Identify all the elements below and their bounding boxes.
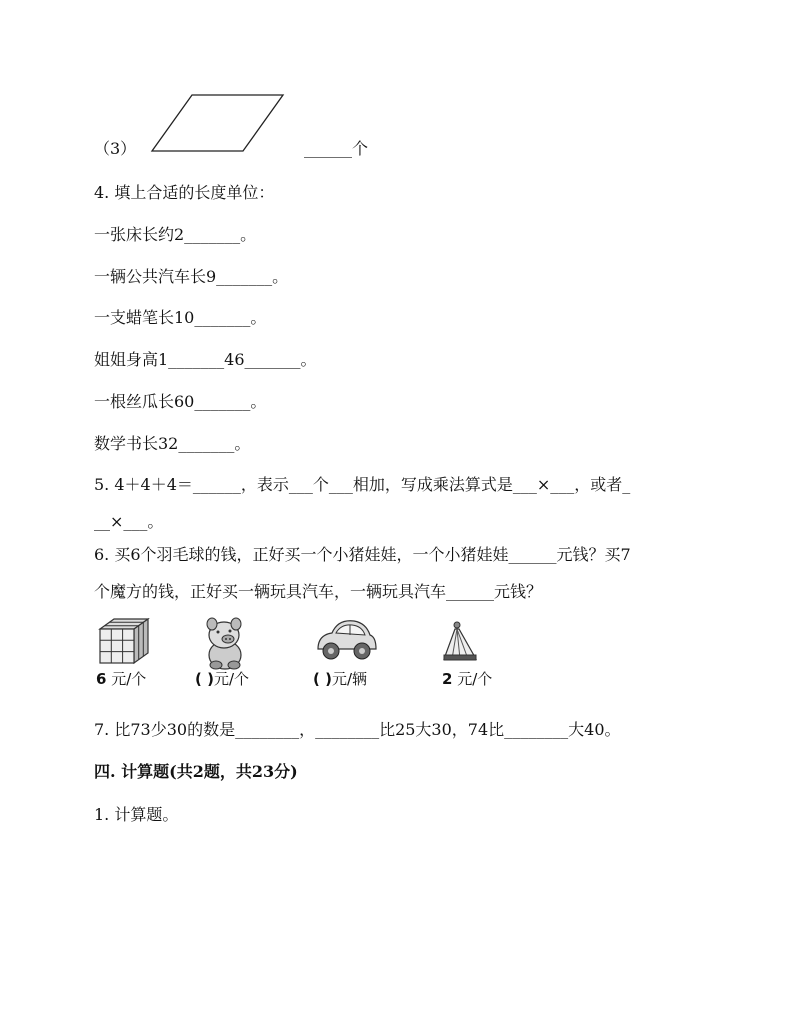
- toy-car-price-value: ( ): [313, 670, 332, 688]
- q5-line-1: 5. 4＋4＋4＝______，表示___个___相加，写成乘法算式是___×___，或者_: [94, 475, 631, 494]
- toy-car-price: [313, 668, 367, 689]
- section-4-heading: 四. 计算题(共2题，共23分): [94, 762, 298, 781]
- q4-line-bus: 一辆公共汽车长9_______。: [94, 267, 289, 286]
- shuttlecock-price-unit: 元/个: [457, 670, 493, 688]
- rubiks-cube-price-value: 6: [96, 670, 107, 688]
- q4-line-sister-height: 姐姐身高1_______46_______。: [94, 350, 317, 369]
- shuttlecock-price-value: 2: [442, 670, 453, 688]
- q4-line-math-book: 数学书长32_______。: [94, 434, 251, 453]
- q4-line-loofah: 一根丝瓜长60_______。: [94, 392, 267, 411]
- pig-doll-price-value: ( ): [195, 670, 214, 688]
- q5-line-2: __×___。: [94, 512, 164, 531]
- q4-line-crayon: 一支蜡笔长10_______。: [94, 308, 267, 327]
- q6-line-1: 6. 买6个羽毛球的钱，正好买一个小猪娃娃，一个小猪娃娃______元钱？买7: [94, 545, 631, 564]
- rubiks-cube-price: [96, 668, 146, 689]
- q6-line-2: 个魔方的钱，正好买一辆玩具汽车，一辆玩具汽车______元钱？: [94, 582, 543, 601]
- shuttlecock-price: [442, 668, 492, 689]
- pig-doll-price: [195, 668, 249, 689]
- pig-doll-price-unit: 元/个: [213, 670, 249, 688]
- q3-label: （3）: [94, 139, 137, 158]
- q4-title: 4. 填上合适的长度单位：: [94, 183, 275, 202]
- q3-answer-blank: ______个: [304, 139, 369, 158]
- parallelogram-figure: [150, 92, 290, 154]
- q4-line-bed: 一张床长约2_______。: [94, 225, 257, 244]
- q7-text: 7. 比73少30的数是________，________比25大30，74比________大40。: [94, 720, 621, 739]
- section-4-q1: 1. 计算题。: [94, 805, 179, 824]
- rubiks-cube-price-unit: 元/个: [111, 670, 147, 688]
- toy-car-price-unit: 元/辆: [331, 670, 367, 688]
